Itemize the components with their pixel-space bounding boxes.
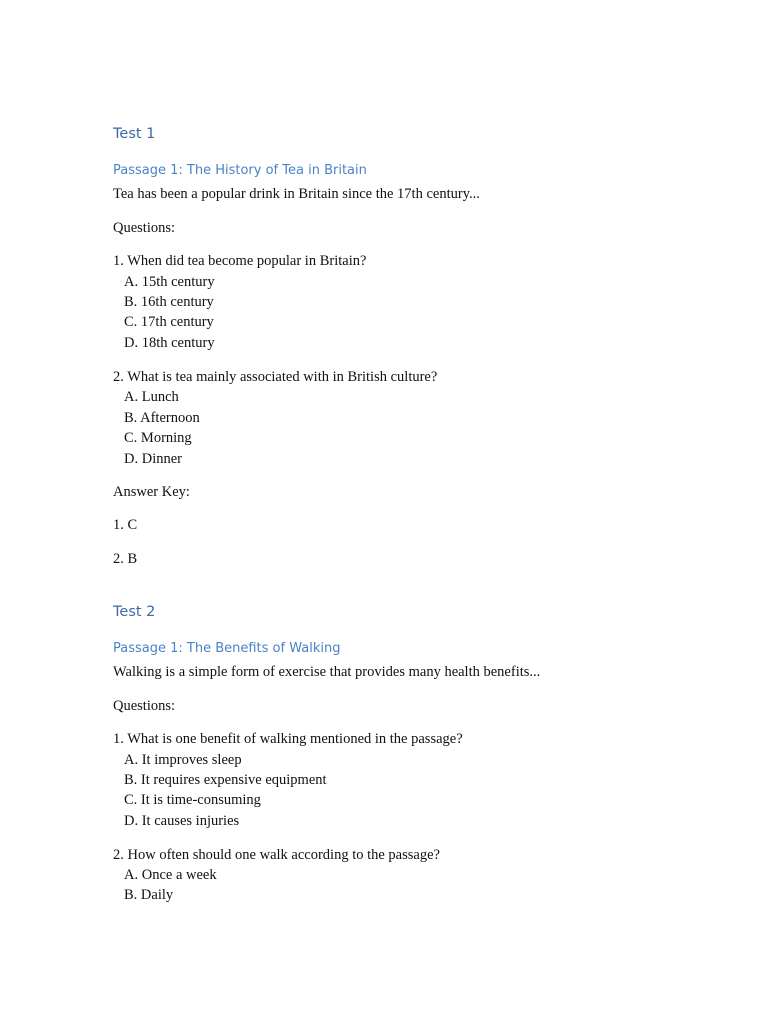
test-2-q1-option-d: D. It causes injuries (124, 813, 240, 829)
test-2-q2-option-b: B. Daily (124, 887, 174, 903)
test-1-q1-option-d: D. 18th century (124, 335, 215, 351)
test-2-questions-label: Questions: (113, 698, 176, 714)
test-2-passage-text: Walking is a simple form of exercise that provides many health benefits... (113, 664, 541, 680)
test-1-q2-option-a: A. Lunch (124, 389, 179, 405)
test-2-heading: Test 2 (113, 604, 156, 620)
test-2-q1-option-c: C. It is time-consuming (124, 792, 261, 808)
test-1-passage-title: Passage 1: The History of Tea in Britain (113, 163, 367, 178)
test-1-answer-key-label: Answer Key: (113, 484, 190, 500)
test-2-q2-option-a: A. Once a week (124, 867, 217, 883)
test-1-heading: Test 1 (113, 126, 156, 142)
test-1-q1-option-a: A. 15th century (124, 274, 215, 290)
test-1-passage-text: Tea has been a popular drink in Britain since the 17th century... (113, 186, 480, 202)
test-1-answer-2: 2. B (113, 551, 138, 567)
test-2-question-1: 1. What is one benefit of walking mentioned in the passage? (113, 731, 463, 747)
test-1-q2-option-c: C. Morning (124, 430, 192, 446)
test-1-questions-label: Questions: (113, 220, 176, 236)
test-1-q1-option-c: C. 17th century (124, 314, 214, 330)
test-2-question-2: 2. How often should one walk according to the passage? (113, 847, 440, 863)
test-2-q1-option-a: A. It improves sleep (124, 752, 242, 768)
test-1-q1-option-b: B. 16th century (124, 294, 214, 310)
test-2-q1-option-b: B. It requires expensive equipment (124, 772, 327, 788)
test-2-passage-title: Passage 1: The Benefits of Walking (113, 641, 341, 656)
test-1-q2-option-d: D. Dinner (124, 451, 182, 467)
test-1-question-2: 2. What is tea mainly associated with in British culture? (113, 369, 438, 385)
test-1-question-1: 1. When did tea become popular in Britain? (113, 253, 367, 269)
test-1-q2-option-b: B. Afternoon (124, 410, 200, 426)
test-1-answer-1: 1. C (113, 517, 138, 533)
